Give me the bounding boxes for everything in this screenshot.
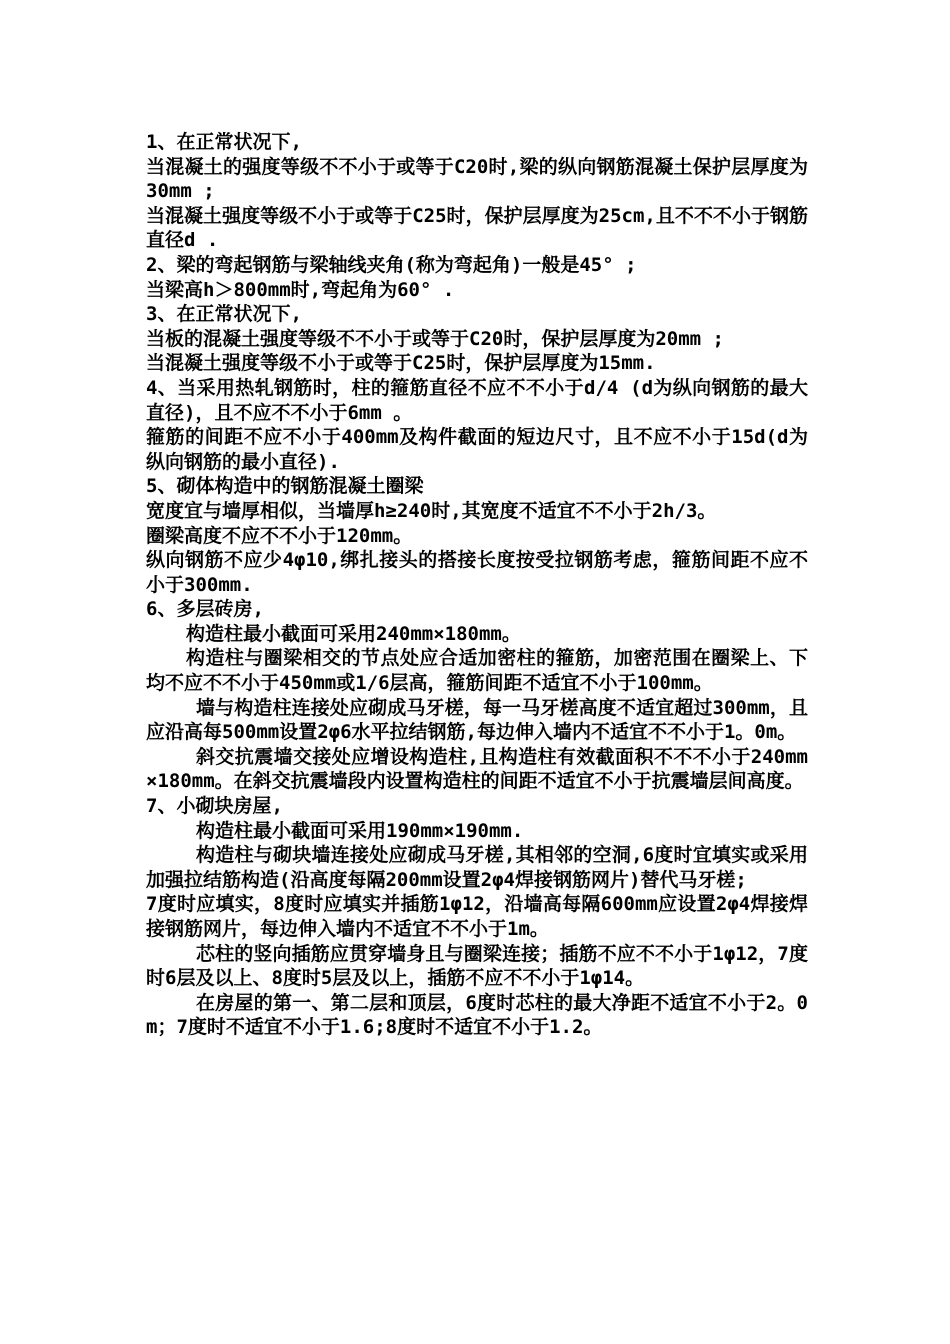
- paragraph-slab-cover-c20: 当板的混凝土强度等级不不小于或等于C20时，保护层厚度为20mm ;: [146, 327, 724, 350]
- heading-item-5: 5、砌体构造中的钢筋混凝土圈梁: [146, 475, 424, 498]
- heading-item-6: 6、多层砖房,: [146, 598, 264, 621]
- paragraph-ring-beam-width: 宽度宜与墙厚相似，当墙厚h≥240时,其宽度不适宜不不小于2h/3。: [146, 499, 717, 522]
- heading-item-1: 1、在正常状况下,: [146, 131, 302, 153]
- paragraph-degree-7-8: 7度时应填实，8度时应填实并插筋1φ12，沿墙高每隔600mm应设置2φ4焊接焊接钢筋网片，每边伸入墙内不适宜不不小于1m。: [146, 893, 808, 940]
- paragraph-oblique-wall: 斜交抗震墙交接处应增设构造柱,且构造柱有效截面积不不不小于240mm×180mm。在斜交抗震墙段内设置构造柱的间距不适宜不小于抗震墙层间高度。: [146, 745, 808, 793]
- heading-item-7: 7、小砌块房屋,: [146, 795, 283, 818]
- paragraph-slab-cover-c25: 当混凝土强度等级不小于或等于C25时，保护层厚度为15mm.: [146, 352, 656, 375]
- paragraph-wall-column-joint: 墙与构造柱连接处应砌成马牙槎，每一马牙槎高度不适宜超过300mm，且应沿高每500mm设置2φ6水平拉结钢筋,每边伸入墙内不适宜不不小于1。0m。: [146, 696, 808, 744]
- heading-item-4: 4、当采用热轧钢筋时，柱的箍筋直径不应不不小于d/4 (d为纵向钢筋的最大直径)，且不应不不小于6mm 。: [146, 376, 808, 424]
- paragraph-core-column-spacing: 在房屋的第一、第二层和顶层，6度时芯柱的最大净距不适宜不小于2。0m；7度时不适宜不小于1.6;8度时不适宜不小于1.2。: [146, 991, 808, 1039]
- paragraph-beam-cover-c20: 当混凝土的强度等级不不小于或等于C20时,梁的纵向钢筋混凝土保护层厚度为30mm ;: [146, 155, 808, 203]
- paragraph-ring-beam-height: 圈梁高度不应不不小于120mm。: [146, 524, 413, 547]
- paragraph-column-min-section: 构造柱最小截面可采用240mm×180mm。: [186, 622, 521, 645]
- heading-item-3: 3、在正常状况下,: [146, 303, 302, 326]
- paragraph-block-column-section: 构造柱最小截面可采用190mm×190mm.: [196, 819, 524, 842]
- paragraph-column-ringbeam-joint: 构造柱与圈梁相交的节点处应合适加密柱的箍筋，加密范围在圈梁上、下均不应不不小于450mm或1/6层高，箍筋间距不适宜不小于100mm。: [146, 647, 808, 695]
- paragraph-core-column-rebar: 芯柱的竖向插筋应贯穿墙身且与圈梁连接；插筋不应不不小于1φ12，7度时6层及以上、8度时5层及以上，插筋不应不不小于1φ14。: [146, 942, 808, 990]
- paragraph-block-wall-joint: 构造柱与砌块墙连接处应砌成马牙槎,其相邻的空洞,6度时宜填实或采用加强拉结筋构造(沿高度每隔200mm设置2φ4焊接钢筋网片)替代马牙槎;: [146, 844, 808, 891]
- document-page: [146, 130, 808, 1040]
- paragraph-stirrup-spacing: 箍筋的间距不应不小于400mm及构件截面的短边尺寸，且不应不小于15d(d为纵向钢筋的最小直径).: [146, 426, 808, 473]
- paragraph-bent-angle: 当梁高h＞800mm时,弯起角为60° .: [146, 278, 455, 301]
- heading-item-2: 2、梁的弯起钢筋与梁轴线夹角(称为弯起角)一般是45° ;: [146, 253, 637, 276]
- paragraph-beam-cover-c25: 当混凝土强度等级不小于或等于C25时，保护层厚度为25cm,且不不不小于钢筋直径d .: [146, 204, 808, 252]
- paragraph-ring-beam-rebar: 纵向钢筋不应少4φ10,绑扎接头的搭接长度按受拉钢筋考虑，箍筋间距不应不小于300mm.: [146, 549, 808, 596]
